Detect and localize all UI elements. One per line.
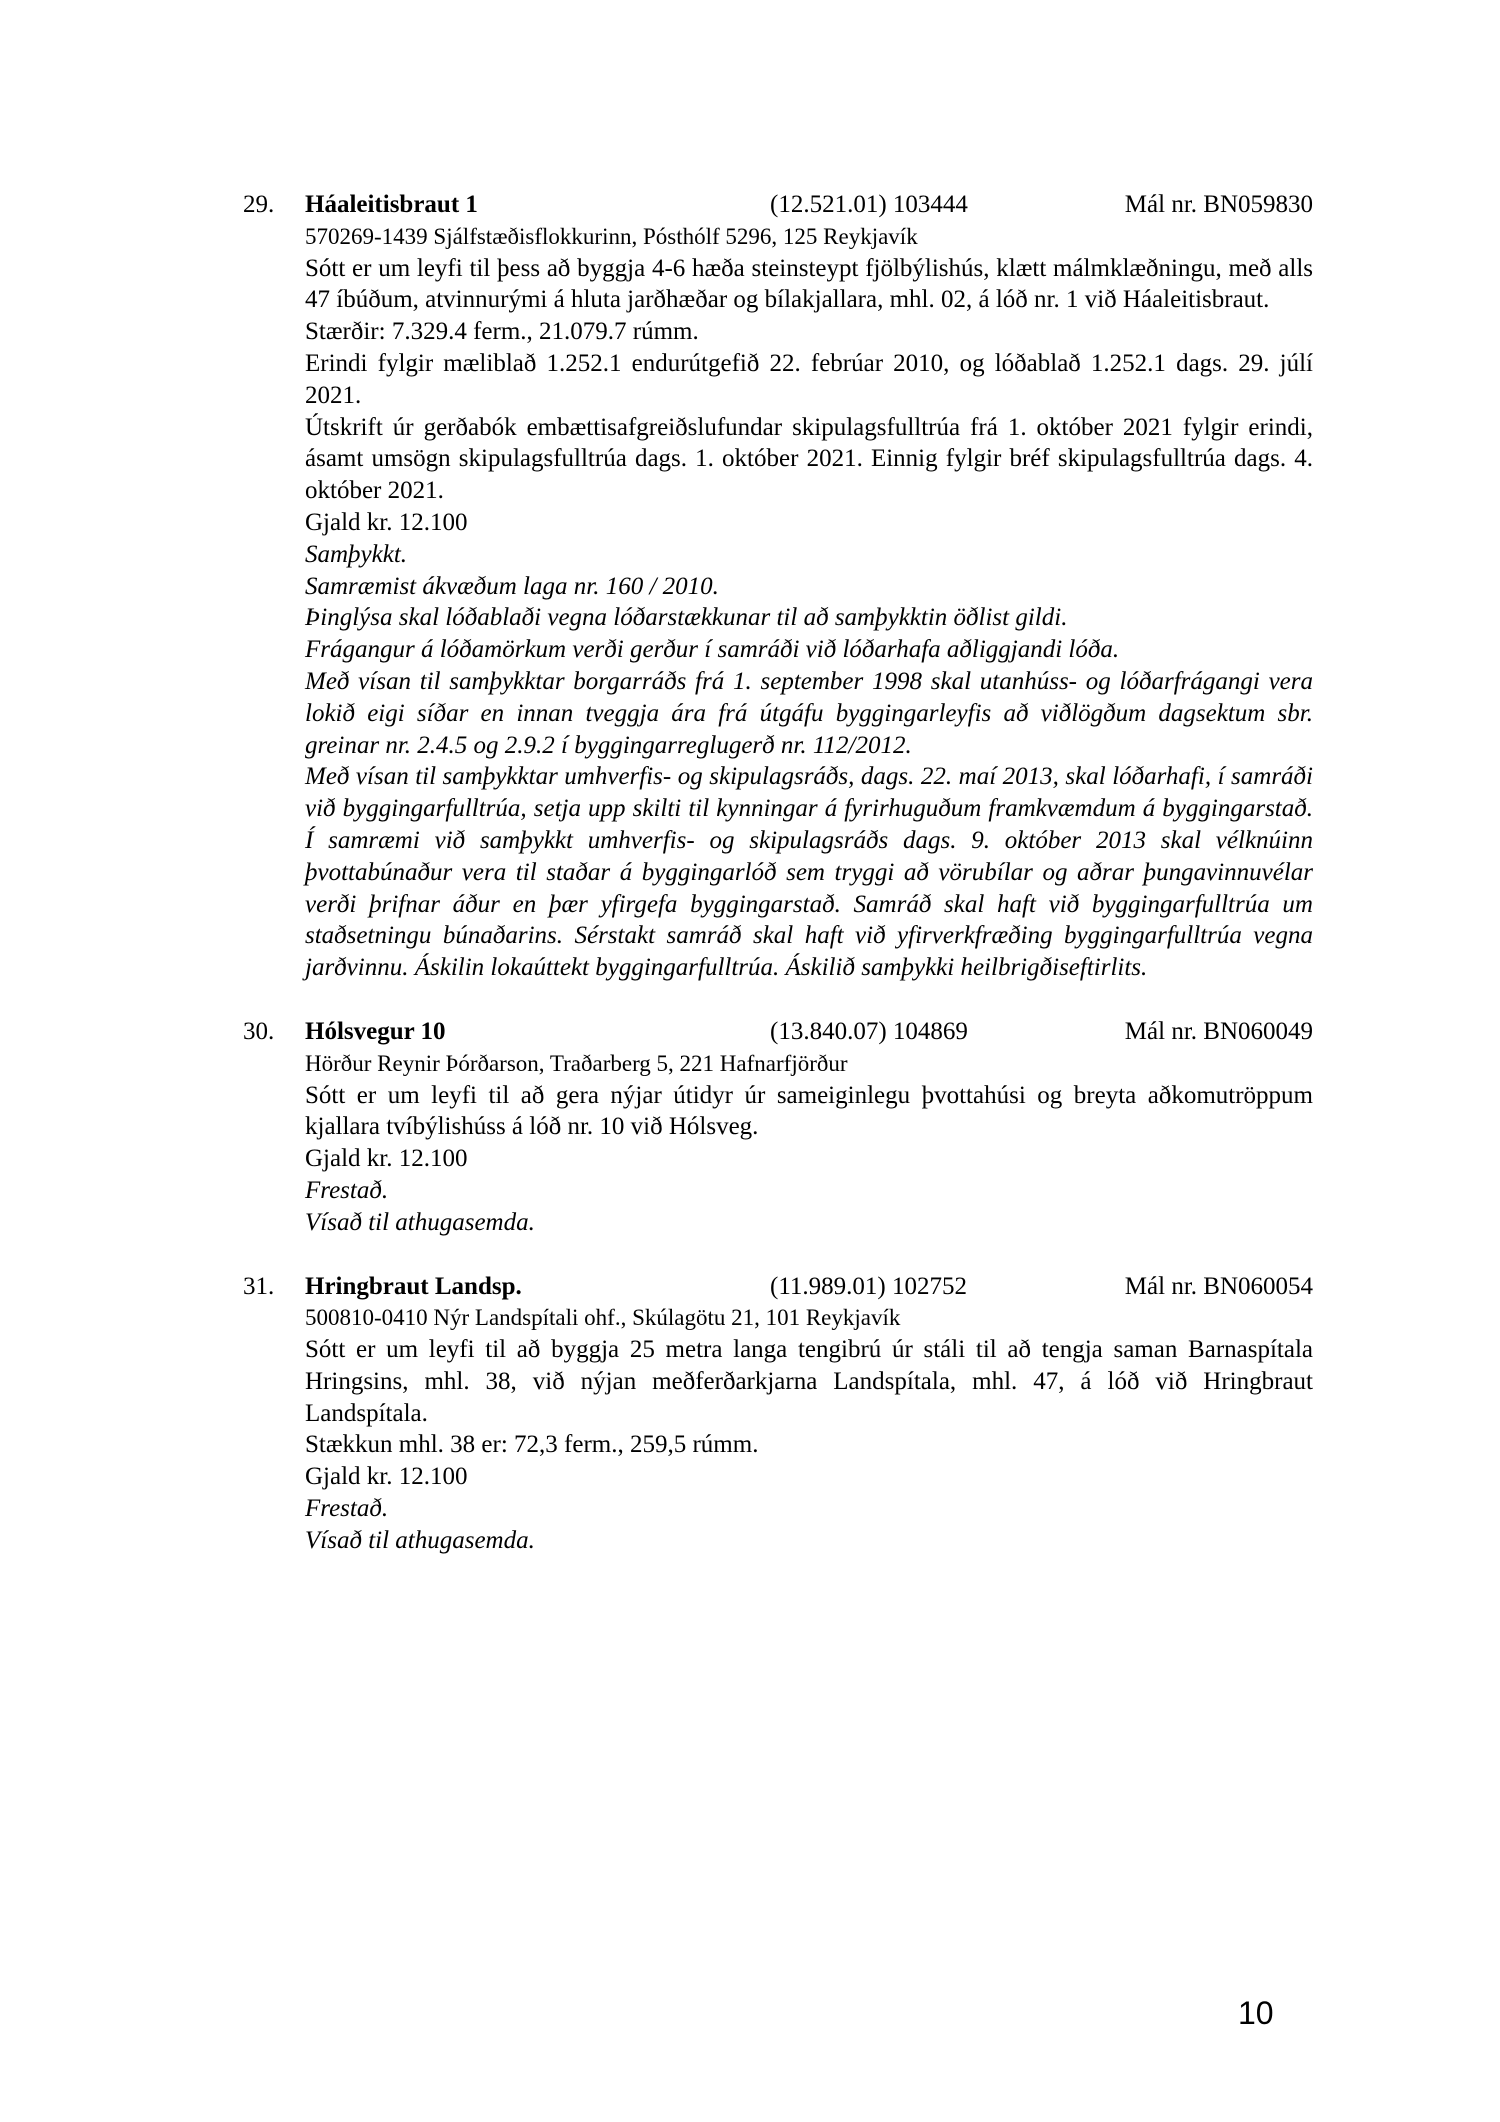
page-number: 10 — [1238, 1995, 1274, 2031]
item-paragraph: Vísað til athugasemda. — [305, 1208, 535, 1236]
item-paragraph: Gjald kr. 12.100 — [305, 1145, 468, 1173]
item-header-row — [243, 189, 1313, 221]
item-title: Hringbraut Landsp. — [305, 1272, 522, 1300]
item-paragraph: Gjald kr. 12.100 — [305, 1463, 468, 1491]
item-paragraph: Gjald kr. 12.100 — [305, 508, 468, 536]
agenda-item-list — [243, 189, 1313, 1557]
item-number: 29. — [243, 191, 275, 218]
item-paragraph: Þinglýsa skal lóðablaði vegna lóðarstækkunar til að samþykktin öðlist gildi. — [305, 604, 1068, 632]
item-applicant: 570269-1439 Sjálfstæðisflokkurinn, Pósthólf 5296, 125 Reykjavík — [305, 223, 918, 249]
item-plot-code: (11.989.01) 102752 — [770, 1272, 967, 1300]
item-plot-code: (13.840.07) 104869 — [770, 1017, 968, 1045]
item-header-row — [243, 1016, 1313, 1048]
item-applicant: 500810-0410 Nýr Landspítali ohf., Skúlagötu 21, 101 Reykjavík — [305, 1305, 901, 1331]
item-paragraph: Frágangur á lóðamörkum verði gerður í samráði við lóðarhafa aðliggjandi lóða. — [305, 636, 1120, 664]
agenda-item — [243, 189, 1313, 984]
item-number: 30. — [243, 1017, 275, 1045]
item-paragraph: Sótt er um leyfi til að byggja 25 metra langa tengibrú úr stáli til að tengja saman Barnaspítala Hringsins, mhl. 38, við nýjan meðferðarkjarna Landspítala, mhl. 47, á lóð við Hringbraut Landspítala. — [305, 1336, 1313, 1427]
item-plot-code: (12.521.01) 103444 — [770, 191, 968, 218]
item-paragraph: Frestað. — [305, 1495, 389, 1523]
item-paragraph: Samræmist ákvæðum laga nr. 160 / 2010. — [305, 572, 719, 600]
item-paragraph: Sótt er um leyfi til að gera nýjar útidyr úr sameiginlegu þvottahúsi og breyta aðkomutröppum kjallara tvíbýlishúss á lóð nr. 10 við Hólsveg. — [305, 1081, 1313, 1141]
item-case-number: Mál nr. BN059830 — [1124, 191, 1313, 218]
item-case-number: Mál nr. BN060049 — [1124, 1017, 1313, 1045]
item-title: Hólsvegur 10 — [305, 1017, 446, 1045]
agenda-item — [243, 1271, 1313, 1557]
item-paragraph: Stærðir: 7.329.4 ferm., 21.079.7 rúmm. — [305, 318, 699, 346]
item-paragraph: Útskrift úr gerðabók embættisafgreiðslufundar skipulagsfulltrúa frá 1. október 2021 fylgir erindi, ásamt umsögn skipulagsfulltrúa dags. 1. október 2021. Einnig fylgir bréf skipulagsfulltrúa dags. 4. október 2021. — [305, 413, 1313, 505]
item-title: Háaleitisbraut 1 — [305, 191, 478, 218]
item-applicant: Hörður Reynir Þórðarson, Traðarberg 5, 221 Hafnarfjörður — [305, 1050, 848, 1076]
item-header-row — [243, 1271, 1313, 1303]
item-paragraph: Frestað. — [305, 1176, 389, 1204]
item-paragraph: Sótt er um leyfi til þess að byggja 4-6 hæða steinsteypt fjölbýlishús, klætt málmklæðningu, með alls 47 íbúðum, atvinnurými á hluta jarðhæðar og bílakjallara, mhl. 02, á lóð nr. 1 við Háaleitisbraut. — [305, 254, 1313, 314]
item-paragraph: Erindi fylgir mæliblað 1.252.1 endurútgefið 22. febrúar 2010, og lóðablað 1.252.1 dags. 29. júlí 2021. — [305, 349, 1313, 409]
item-paragraph: Stækkun mhl. 38 er: 72,3 ferm., 259,5 rúmm. — [305, 1431, 759, 1459]
agenda-item — [243, 1016, 1313, 1239]
item-case-number: Mál nr. BN060054 — [1124, 1272, 1313, 1300]
item-paragraph: Með vísan til samþykktar umhverfis- og skipulagsráðs, dags. 22. maí 2013, skal lóðarhafi, í samráði við byggingarfulltrúa, setja upp skilti til kynningar á fyrirhuguðum framkvæmdum á byggingarstað. Í samræmi við samþykkt umhverfis- og skipulagsráðs dags. 9. október 2013 skal vélknúinn þvottabúnaður vera til staðar á byggingarlóð sem tryggi að vörubílar og aðrar þungavinnuvélar verði þrifnar áður en þær yfirgefa byggingarstað. Samráð skal haft við byggingarfulltrúa um staðsetningu búnaðarins. Sérstakt samráð skal haft við yfirverkfræðing byggingarfulltrúa vegna jarðvinnu. Áskilin lokaúttekt byggingarfulltrúa. Áskilið samþykki heilbrigðiseftirlits. — [305, 763, 1313, 982]
item-paragraph: Með vísan til samþykktar borgarráðs frá 1. september 1998 skal utanhúss- og lóðarfrágangi vera lokið eigi síðar en innan tveggja ára frá útgáfu byggingarleyfis að viðlögðum dagsektum sbr. greinar nr. 2.4.5 og 2.9.2 í byggingarreglugerð nr. 112/2012. — [305, 667, 1313, 759]
item-number: 31. — [243, 1272, 275, 1300]
item-paragraph: Vísað til athugasemda. — [305, 1526, 535, 1554]
item-paragraph: Samþykkt. — [305, 540, 408, 568]
